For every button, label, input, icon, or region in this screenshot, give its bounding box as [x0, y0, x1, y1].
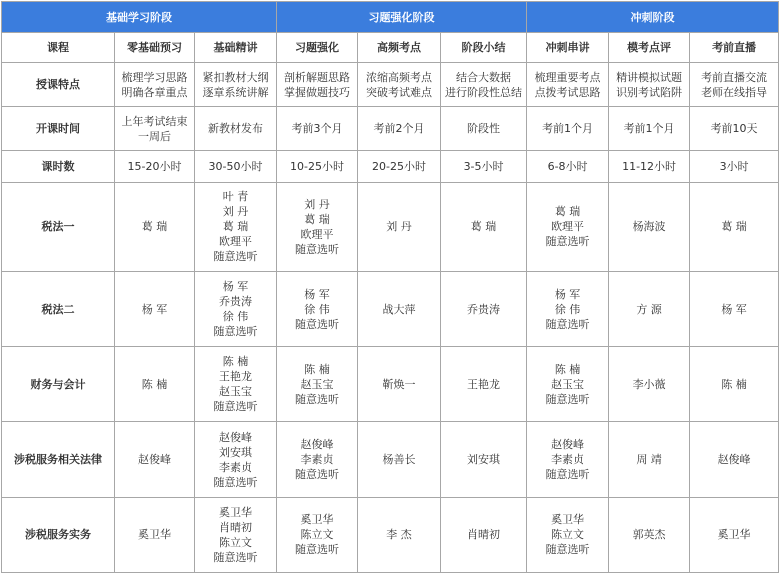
stage-header-row: [2, 2, 779, 33]
table-body: [2, 63, 779, 573]
cell-line: 进行阶段性总结: [445, 85, 523, 99]
table-cell: [277, 151, 358, 182]
col-header-key-points: 高频考点: [358, 33, 441, 63]
cell-line: 随意选听: [545, 468, 590, 482]
col-header-intensive: 基础精讲: [195, 33, 277, 63]
cell-line: 掌握做题技巧: [284, 85, 351, 99]
cell-line: 梳理学习思路: [121, 70, 188, 84]
table-cell: [441, 422, 527, 497]
cell-line: 赵俊峰: [717, 453, 751, 467]
table-cell: [115, 271, 195, 346]
cell-line: 10-25小时: [290, 160, 345, 174]
cell-line: 随意选听: [545, 317, 590, 331]
table-cell: [690, 422, 779, 497]
column-header-row: [2, 33, 779, 63]
table-cell: [441, 151, 527, 182]
cell-line: 奚卫华: [551, 513, 585, 527]
table-cell: [277, 107, 358, 151]
cell-line: 郭英杰: [632, 528, 666, 542]
table-cell: [527, 347, 609, 422]
cell-line: 杨 军: [721, 302, 747, 316]
row-label: 税法二: [2, 271, 115, 346]
cell-line: 考前3个月: [291, 122, 343, 136]
col-header-sprint: 冲刺串讲: [527, 33, 609, 63]
table-cell: [358, 497, 441, 572]
col-header-mock: 模考点评: [609, 33, 690, 63]
table-cell: [690, 107, 779, 151]
table-cell: [115, 347, 195, 422]
cell-line: 刘 丹: [222, 205, 249, 219]
cell-line: 随意选听: [213, 250, 258, 264]
cell-line: 突破考试难点: [366, 85, 433, 99]
cell-line: 陈 楠: [222, 355, 249, 369]
cell-line: 随意选听: [545, 543, 590, 557]
cell-line: 3小时: [719, 160, 749, 174]
cell-line: 赵玉宝: [219, 385, 253, 399]
cell-line: 一周后: [138, 129, 171, 143]
table-cell: [527, 151, 609, 182]
cell-line: 随意选听: [213, 550, 258, 564]
cell-line: 杨海波: [632, 220, 666, 234]
cell-line: 考前10天: [710, 122, 758, 136]
cell-line: 刘 丹: [304, 197, 330, 211]
cell-line: 剖析解题思路: [284, 70, 351, 84]
cell-line: 随意选听: [213, 400, 258, 414]
cell-line: 李素贞: [551, 453, 585, 467]
table-cell: [690, 497, 779, 572]
col-header-course: 课程: [2, 33, 115, 63]
stage-basic: 基础学习阶段: [2, 2, 277, 33]
cell-line: 奚卫华: [717, 528, 751, 542]
table-cell: [358, 347, 441, 422]
cell-line: 赵俊峰: [219, 430, 253, 444]
table-cell: [115, 151, 195, 182]
cell-line: 明确各章重点: [121, 85, 188, 99]
cell-line: 11-12小时: [622, 160, 677, 174]
table-cell: [609, 182, 690, 271]
col-header-preview: 零基础预习: [115, 33, 195, 63]
cell-line: 新教材发布: [208, 122, 264, 136]
cell-line: 考前1个月: [623, 122, 675, 136]
cell-line: 陈 楠: [141, 377, 168, 391]
table-cell: [195, 151, 277, 182]
stage-practice: 习题强化阶段: [277, 2, 527, 33]
table-cell: [690, 63, 779, 107]
cell-line: 王艳龙: [467, 377, 501, 391]
table-cell: [441, 347, 527, 422]
cell-line: 杨 军: [141, 302, 168, 316]
table-cell: [195, 271, 277, 346]
table-cell: [115, 422, 195, 497]
cell-line: 葛 瑞: [554, 205, 581, 219]
cell-line: 赵玉宝: [300, 377, 334, 391]
cell-line: 刘安琪: [219, 445, 253, 459]
table-cell: [358, 182, 441, 271]
table-row: [2, 182, 779, 271]
table-row: [2, 347, 779, 422]
table-cell: [609, 151, 690, 182]
cell-line: 欧理平: [300, 227, 334, 241]
cell-line: 李素贞: [219, 460, 253, 474]
cell-line: 逐章系统讲解: [202, 85, 269, 99]
cell-line: 陈 楠: [721, 377, 747, 391]
table-cell: [358, 422, 441, 497]
table-cell: [527, 63, 609, 107]
cell-line: 徐 伟: [304, 302, 330, 316]
cell-line: 乔贵涛: [467, 302, 501, 316]
cell-line: 杨 军: [554, 287, 581, 301]
table-cell: [277, 347, 358, 422]
cell-line: 老师在线指导: [701, 85, 768, 99]
cell-line: 杨 军: [304, 287, 330, 301]
table-row: [2, 497, 779, 572]
cell-line: 随意选听: [295, 543, 340, 557]
col-header-live: 考前直播: [690, 33, 779, 63]
row-label: 财务与会计: [2, 347, 115, 422]
cell-line: 杨善长: [382, 453, 416, 467]
cell-line: 刘安琪: [467, 453, 501, 467]
table-cell: [609, 497, 690, 572]
cell-line: 考前直播交流: [701, 70, 768, 84]
cell-line: 欧理平: [219, 235, 253, 249]
cell-line: 陈立文: [551, 528, 585, 542]
table-cell: [441, 63, 527, 107]
table-row: [2, 151, 779, 182]
table-cell: [690, 182, 779, 271]
table-cell: [609, 347, 690, 422]
table-cell: [441, 497, 527, 572]
cell-line: 梳理重要考点: [534, 70, 601, 84]
cell-line: 随意选听: [545, 392, 590, 406]
row-label: 涉税服务相关法律: [2, 422, 115, 497]
row-label: 税法一: [2, 182, 115, 271]
cell-line: 随意选听: [213, 475, 258, 489]
cell-line: 考前2个月: [373, 122, 425, 136]
table-cell: [527, 182, 609, 271]
cell-line: 葛 瑞: [304, 212, 330, 226]
cell-line: 战大萍: [382, 302, 416, 316]
cell-line: 识别考试陷阱: [616, 85, 683, 99]
cell-line: 奚卫华: [138, 528, 171, 542]
cell-line: 点拨考试思路: [534, 85, 601, 99]
cell-line: 葛 瑞: [721, 220, 747, 234]
table-cell: [609, 422, 690, 497]
table-cell: [441, 107, 527, 151]
table-cell: [195, 63, 277, 107]
cell-line: 徐 伟: [554, 302, 581, 316]
cell-line: 浓缩高频考点: [366, 70, 433, 84]
cell-line: 结合大数据: [456, 70, 512, 84]
cell-line: 上年考试结束: [121, 114, 188, 128]
cell-line: 王艳龙: [219, 370, 253, 384]
table-cell: [609, 107, 690, 151]
table-cell: [115, 497, 195, 572]
table-cell: [195, 347, 277, 422]
cell-line: 乔贵涛: [219, 295, 253, 309]
table-cell: [115, 107, 195, 151]
row-label: 课时数: [2, 151, 115, 182]
cell-line: 随意选听: [295, 242, 340, 256]
cell-line: 30-50小时: [208, 160, 263, 174]
cell-line: 欧理平: [551, 220, 585, 234]
cell-line: 6-8小时: [547, 160, 588, 174]
cell-line: 方 源: [636, 302, 662, 316]
cell-line: 20-25小时: [372, 160, 427, 174]
table-cell: [609, 63, 690, 107]
col-header-summary: 阶段小结: [441, 33, 527, 63]
table-row: [2, 422, 779, 497]
table-cell: [527, 422, 609, 497]
table-cell: [441, 182, 527, 271]
table-cell: [277, 497, 358, 572]
table-row: [2, 271, 779, 346]
table-cell: [195, 497, 277, 572]
cell-line: 陈 楠: [554, 362, 581, 376]
col-header-exercise: 习题强化: [277, 33, 358, 63]
cell-line: 随意选听: [545, 235, 590, 249]
cell-line: 葛 瑞: [470, 220, 497, 234]
cell-line: 李 杰: [386, 528, 412, 542]
cell-line: 考前1个月: [542, 122, 594, 136]
cell-line: 杨 军: [222, 280, 249, 294]
course-schedule-table: [1, 1, 779, 573]
table-cell: [527, 497, 609, 572]
table-cell: [115, 63, 195, 107]
table-cell: [277, 182, 358, 271]
cell-line: 随意选听: [213, 325, 258, 339]
cell-line: 精讲模拟试题: [616, 70, 683, 84]
cell-line: 周 靖: [636, 453, 662, 467]
table-cell: [358, 271, 441, 346]
table-cell: [277, 271, 358, 346]
cell-line: 随意选听: [295, 317, 340, 331]
table-cell: [358, 63, 441, 107]
cell-line: 奚卫华: [300, 513, 334, 527]
table-cell: [195, 182, 277, 271]
row-label: 涉税服务实务: [2, 497, 115, 572]
cell-line: 阶段性: [467, 122, 501, 136]
row-label: 开课时间: [2, 107, 115, 151]
cell-line: 陈立文: [219, 535, 253, 549]
cell-line: 李素贞: [300, 453, 334, 467]
cell-line: 15-20小时: [127, 160, 182, 174]
cell-line: 肖晴初: [219, 520, 253, 534]
table-row: [2, 63, 779, 107]
cell-line: 赵俊峰: [300, 438, 334, 452]
table-cell: [358, 151, 441, 182]
table-cell: [527, 271, 609, 346]
row-label: 授课特点: [2, 63, 115, 107]
cell-line: 徐 伟: [222, 310, 249, 324]
cell-line: 随意选听: [295, 468, 340, 482]
cell-line: 随意选听: [295, 392, 340, 406]
cell-line: 赵俊峰: [138, 453, 171, 467]
cell-line: 赵玉宝: [551, 377, 585, 391]
cell-line: 肖晴初: [467, 528, 501, 542]
table-cell: [277, 422, 358, 497]
cell-line: 3-5小时: [463, 160, 504, 174]
table-row: [2, 107, 779, 151]
table-cell: [195, 422, 277, 497]
cell-line: 奚卫华: [219, 505, 253, 519]
table-cell: [277, 63, 358, 107]
table-cell: [690, 347, 779, 422]
stage-sprint: 冲刺阶段: [527, 2, 779, 33]
table-cell: [690, 271, 779, 346]
cell-line: 陈 楠: [304, 362, 330, 376]
cell-line: 叶 青: [222, 190, 249, 204]
cell-line: 陈立文: [300, 528, 334, 542]
cell-line: 李小薇: [632, 377, 666, 391]
cell-line: 葛 瑞: [222, 220, 249, 234]
table-cell: [115, 182, 195, 271]
table-cell: [609, 271, 690, 346]
table-cell: [358, 107, 441, 151]
table-cell: [690, 151, 779, 182]
cell-line: 紧扣教材大纲: [202, 70, 269, 84]
table-cell: [527, 107, 609, 151]
table-cell: [195, 107, 277, 151]
table-cell: [441, 271, 527, 346]
cell-line: 刘 丹: [386, 220, 412, 234]
cell-line: 靳焕一: [382, 377, 416, 391]
cell-line: 葛 瑞: [141, 220, 168, 234]
cell-line: 赵俊峰: [551, 438, 585, 452]
